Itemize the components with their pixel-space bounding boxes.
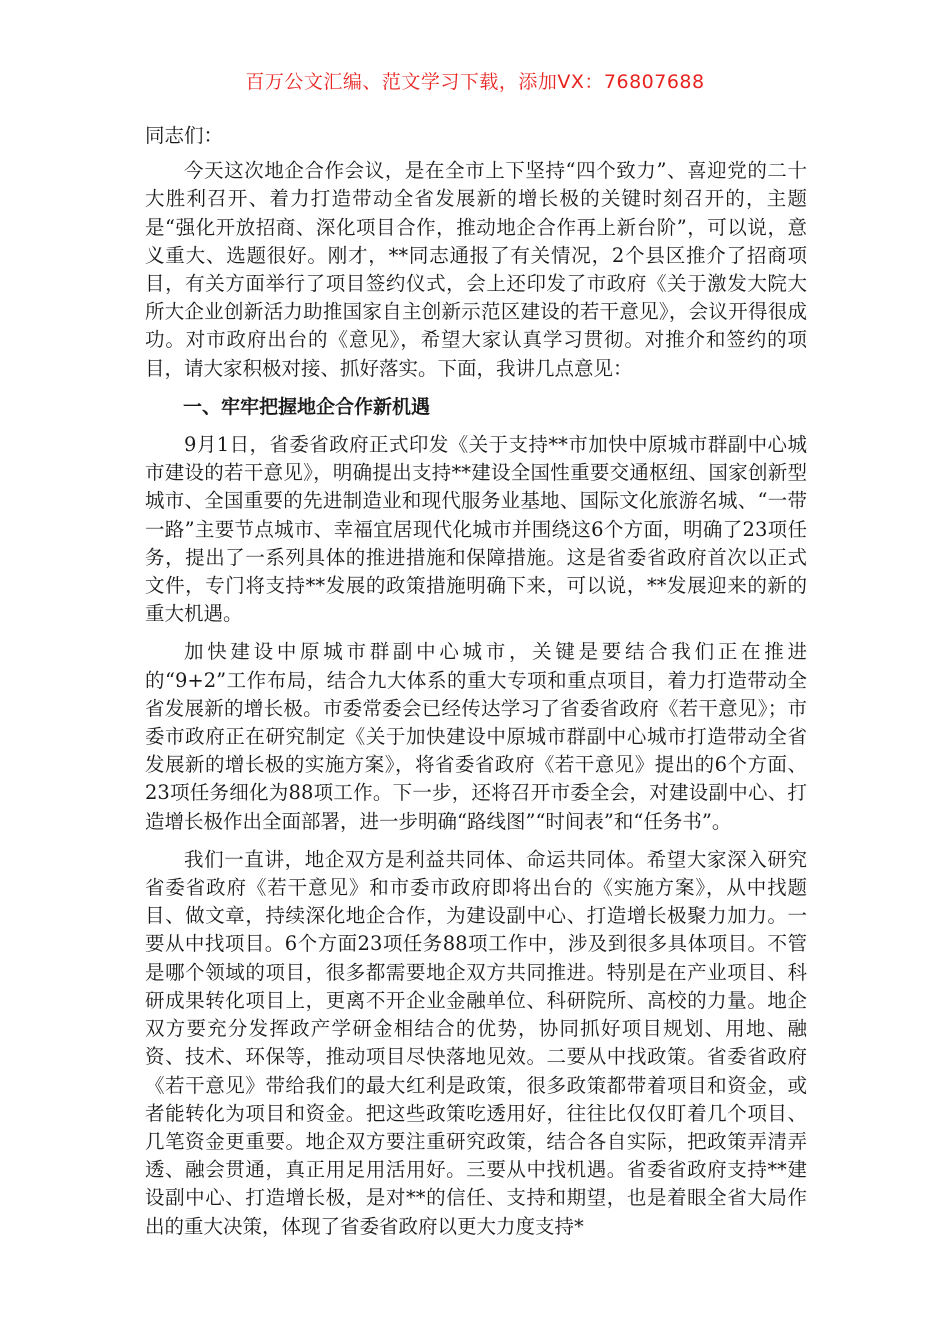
paragraph: 我们一直讲，地企双方是利益共同体、命运共同体。希望大家深入研究省委省政府《若干意见》和市委市政府即将出台的《实施方案》，从中找题目、做文章，持续深化地企合作，为建设副中心、打造增长极聚力加力。一要从中找项目。6个方面23项任务88项工作中，涉及到很多具体项目。不管是哪个领域的项目，很多都需要地企双方共同推进。特别是在产业项目、科研成果转化项目上，更离不开企业金融单位、科研院所、高校的力量。地企双方要充分发挥政产学研金相结合的优势，协同抓好项目规划、用地、融资、技术、环保等，推动项目尽快落地见效。二要从中找政策。省委省政府《若干意见》带给我们的最大红利是政策，很多政策都带着项目和资金，或者能转化为项目和资金。把这些政策吃透用好，往往比仅仅盯着几个项目、几笔资金更重要。地企双方要注重研究政策，结合各自实际，把政策弄清弄透、融会贯通，真正用足用活用好。三要从中找机遇。省委省政府支持**建设副中心、打造增长极，是对**的信任、支持和期望，也是着眼全省大局作出的重大决策，体现了省委省政府以更大力度支持* <box>145 847 807 1238</box>
document-body <box>145 122 807 1251</box>
section-heading: 一、牢牢把握地企合作新机遇 <box>183 395 431 418</box>
salutation: 同志们： <box>145 124 224 147</box>
paragraph-intro: 今天这次地企合作会议，是在全市上下坚持“四个致力”、喜迎党的二十大胜利召开、着力打造带动全省发展新的增长极的关键时刻召开的，主题是“强化开放招商、深化项目合作，推动地企合作再上新台阶”，可以说，意义重大、选题很好。刚才，**同志通报了有关情况，2个县区推介了招商项目，有关方面举行了项目签约仪式，会上还印发了市政府《关于激发大院大所大企业创新活力助推国家自主创新示范区建设的若干意见》，会议开得很成功。对市政府出台的《意见》，希望大家认真学习贯彻。对推介和签约的项目，请大家积极对接、抓好落实。下面，我讲几点意见： <box>145 159 807 380</box>
paragraph: 加快建设中原城市群副中心城市，关键是要结合我们正在推进的“9+2”工作布局，结合九大体系的重大专项和重点项目，着力打造带动全省发展新的增长极。市委常委会已经传达学习了省委省政府《若干意见》；市委市政府正在研究制定《关于加快建设中原城市群副中心城市打造带动全省发展新的增长极的实施方案》，将省委省政府《若干意见》提出的6个方面、23项任务细化为88项工作。下一步，还将召开市委全会，对建设副中心、打造增长极作出全面部署，进一步明确“路线图”“时间表”和“任务书”。 <box>145 640 807 833</box>
paragraph: 9月1日，省委省政府正式印发《关于支持**市加快中原城市群副中心城市建设的若干意见》，明确提出支持**建设全国性重要交通枢纽、国家创新型城市、全国重要的先进制造业和现代服务业基地、国际文化旅游名城、“一带一路”主要节点城市、幸福宜居现代化城市并围绕这6个方面，明确了23项任务，提出了一系列具体的推进措施和保障措施。这是省委省政府首次以正式文件，专门将支持**发展的政策措施明确下来，可以说，**发展迎来的新的重大机遇。 <box>145 433 807 626</box>
header-banner: 百万公文汇编、范文学习下载，添加VX：76807688 <box>245 71 705 93</box>
